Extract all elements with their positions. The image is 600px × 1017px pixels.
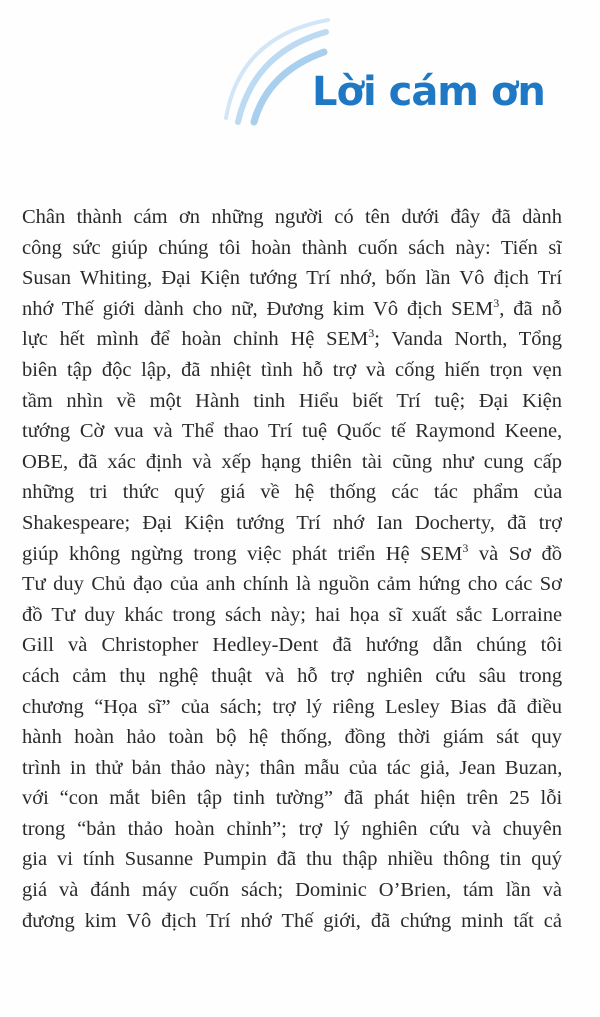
superscript: 3 (493, 295, 500, 310)
text-line (22, 477, 562, 508)
text-line (22, 630, 562, 661)
text-line (22, 508, 562, 539)
text-line-after: ; Vanda North, Tổng (374, 328, 562, 351)
text-line (22, 844, 562, 875)
text-line (22, 447, 562, 478)
acknowledgement-paragraph (22, 202, 562, 936)
text-line-main: những tri thức quý giá về hệ thống các tác phẩm của (22, 481, 562, 504)
text-line-main: OBE, đã xác định và xếp hạng thiên tài cũng như cung cấp (22, 450, 562, 473)
text-line (22, 906, 562, 937)
text-line (22, 661, 562, 692)
text-line-main: nhớ Thế giới dành cho nữ, Đương kim Vô địch SEM (22, 297, 494, 320)
text-line-main: Shakespeare; Đại Kiện tướng Trí nhớ Ian Docherty, đã trợ (22, 511, 562, 534)
superscript: 3 (462, 540, 469, 555)
text-line (22, 692, 562, 723)
text-line-after: , đã nỗ (499, 297, 562, 320)
superscript: 3 (368, 326, 375, 341)
text-line-main: Susan Whiting, Đại Kiện tướng Trí nhớ, bốn lần Vô địch Trí (22, 267, 562, 290)
text-line (22, 294, 562, 325)
text-line-main: cách cảm thụ nghệ thuật và hỗ trợ nghiên cứu sâu trong (22, 664, 562, 687)
text-line (22, 539, 562, 570)
text-line (22, 416, 562, 447)
text-line (22, 600, 562, 631)
text-line (22, 814, 562, 845)
text-line (22, 263, 562, 294)
text-line-main: trong “bản thảo hoàn chỉnh”; trợ lý nghiên cứu và chuyên (22, 817, 562, 840)
text-line-main: biên tập độc lập, đã nhiệt tình hỗ trợ và cống hiến trọn vẹn (22, 358, 562, 381)
text-line-main: Tư duy Chủ đạo của anh chính là nguồn cảm hứng cho các Sơ (22, 573, 562, 596)
text-line (22, 386, 562, 417)
text-line (22, 233, 562, 264)
text-line-after: và Sơ đồ (468, 542, 562, 565)
text-line-main: lực hết mình để hoàn chỉnh Hệ SEM (22, 328, 369, 351)
text-line-main: với “con mắt biên tập tinh tường” đã phát hiện trên 25 lỗi (22, 787, 562, 810)
text-line-main: Chân thành cám ơn những người có tên dưới đây đã dành (22, 206, 562, 228)
text-line-main: đồ Tư duy khác trong sách này; hai họa sĩ xuất sắc Lorraine (22, 603, 562, 626)
text-line (22, 722, 562, 753)
text-line (22, 753, 562, 784)
page-title: Lời cám ơn (312, 69, 545, 115)
text-line-main: tướng Cờ vua và Thể thao Trí tuệ Quốc tế Raymond Keene, (22, 420, 562, 443)
text-line (22, 324, 562, 355)
text-line-main: trình in thử bản thảo này; thân mẫu của tác giả, Jean Buzan, (22, 756, 562, 779)
text-line (22, 355, 562, 386)
text-line-main: hành hoàn hảo toàn bộ hệ thống, đồng thời giám sát quy (22, 726, 562, 749)
text-line-main: Gill và Christopher Hedley-Dent đã hướng dẫn chúng tôi (22, 634, 562, 657)
text-line-main: gia vi tính Susanne Pumpin đã thu thập nhiều thông tin quý (22, 848, 562, 871)
text-line (22, 783, 562, 814)
text-line-main: tầm nhìn về một Hành tinh Hiểu biết Trí tuệ; Đại Kiện (22, 389, 562, 412)
text-line-main: giúp không ngừng trong việc phát triển Hệ SEM (22, 542, 463, 565)
text-line-main: chương “Họa sĩ” của sách; trợ lý riêng Lesley Bias đã điều (22, 695, 562, 718)
text-line (22, 569, 562, 600)
text-line-main: đương kim Vô địch Trí nhớ Thế giới, đã chứng minh tất cả (22, 909, 562, 932)
text-line (22, 202, 562, 233)
text-line-main: giá và đánh máy cuốn sách; Dominic O’Brien, tám lần và (22, 879, 562, 902)
text-line-main: công sức giúp chúng tôi hoàn thành cuốn sách này: Tiến sĩ (22, 236, 562, 259)
text-line (22, 875, 562, 906)
